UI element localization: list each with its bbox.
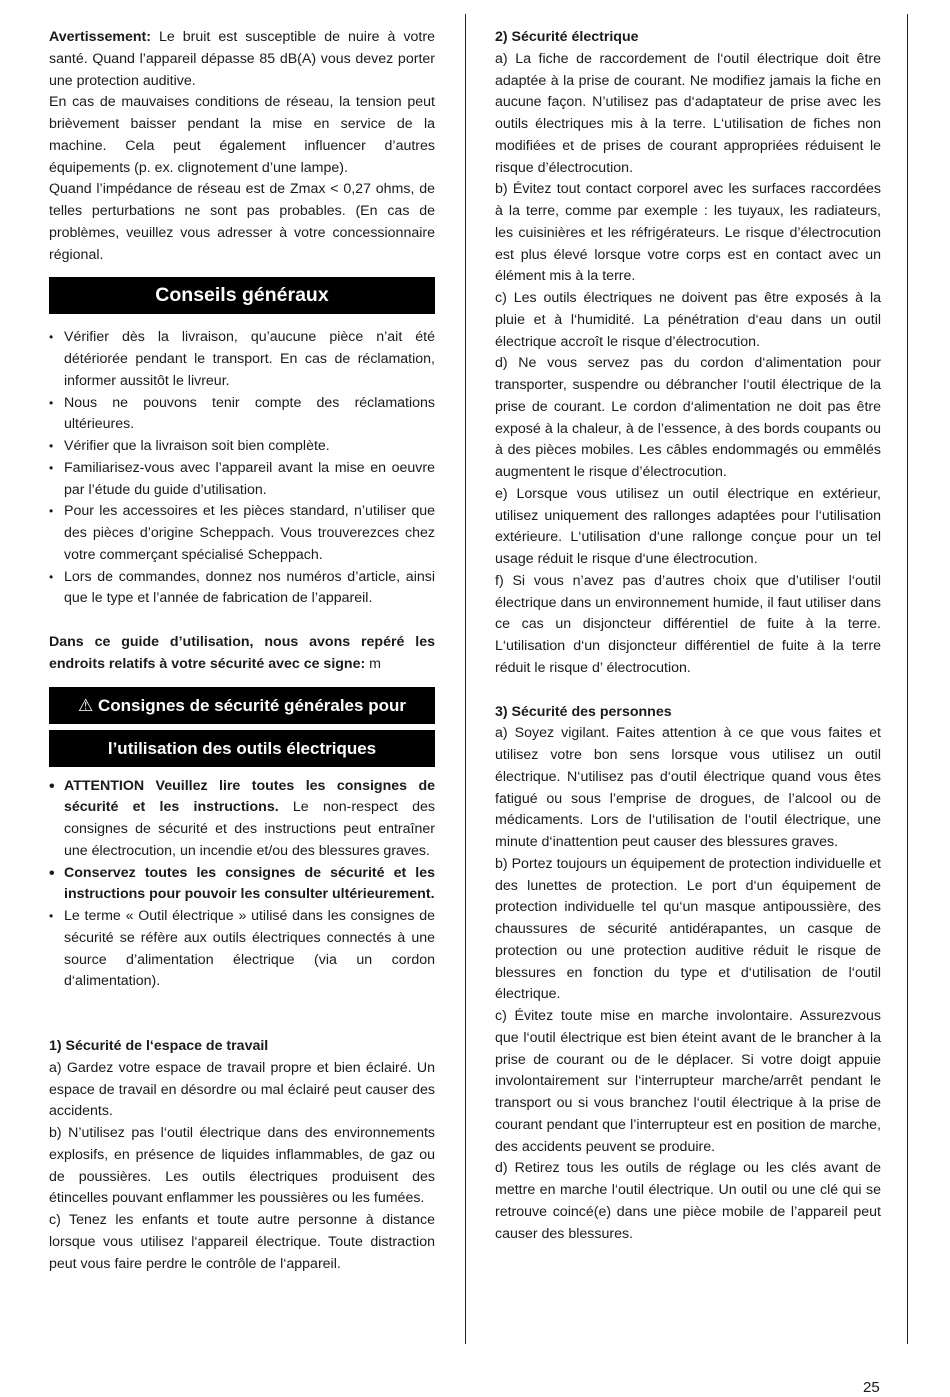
workspace-title: 1) Sécurité de l‘espace de travail [49,1038,269,1054]
list-item: • Pour les accessoires et les pièces standard, n’utiliser que des pièces d’origine Scheppach. Vous trouverezces chez votre commerçant spécialisé Scheppach. [49,501,435,566]
electrical-para: c) Les outils électriques ne doivent pas être exposés à la pluie et à l‘humidité. La pénétration d‘eau dans un outil électrique accroît le risque d’électrocution. [495,290,881,350]
column-divider [465,14,466,1344]
safety-instructions-list [49,776,435,994]
right-column [495,27,881,1245]
personal-para: b) Portez toujours un équipement de protection individuelle et des lunettes de protection. Le port d‘un équipement de protection individuelle tel qu‘un masque antipoussière, des chaussures de sécurité antidérapantes, un casque de protection ou une protection auditive réduit le risque de blessures en fonction du type et d‘utilisation de l‘outil électrique. [495,855,881,1003]
warning-text: Le bruit est susceptible de nuire à votre santé. Quand l’appareil dépasse 85 dB(A) vous devez porter une protection auditive. [49,29,435,89]
list-item [49,776,435,863]
list-item: • Vérifier que la livraison soit bien complète. [49,436,435,458]
item-text: Le non-respect des consignes de sécurité et des instructions peut entraîner une électrocution, un incendie et/ou des blessures graves. [64,799,435,859]
electrical-para: f) Si vous n’avez pas d’autres choix que d’utiliser l‘outil électrique dans un environnement humide, il faut utiliser dans ce cas un disjoncteur différentiel de fuite à la terre. L‘utilisation d‘un disjoncteur différentiel de fuite à la terre réduit le risque d’ électrocution. [495,572,881,676]
electrical-para: e) Lorsque vous utilisez un outil électrique en extérieur, utilisez uniquement des rallonges adaptées pour l‘utilisation extérieure. L‘utilisation d‘une rallonge conçue pour un tel usage réduit le risque d‘une électrocution. [495,485,881,567]
spacer [49,610,435,632]
workspace-para: c) Tenez les enfants et toute autre personne à distance lorsque vous utilisez l‘appareil électrique. Toute distraction peut vous faire perdre le contrôle de l‘appareil. [49,1212,435,1272]
list-item: • Nous ne pouvons tenir compte des réclamations ultérieures. [49,393,435,437]
safety-symbol: m [365,655,381,672]
list-item: • Lors de commandes, donnez nos numéros d’article, ainsi que le type et l’année de fabrication de l’appareil. [49,567,435,611]
electrical-para: b) Évitez tout contact corporel avec les surfaces raccordées à la terre, comme par exemple : les tuyaux, les radiateurs, les cuisinières et les réfrigérateurs. Le risque d’électrocution est plus élevé lorsque votre corps est en contact avec un élément mis à la terre. [495,181,881,285]
impedance-paragraph: Quand l’impédance de réseau est de Zmax < 0,27 ohms, de telles perturbations ne sont pas probables. (En cas de problèmes, veuillez vous adresser à votre concessionnaire régional. [49,181,435,263]
left-column [49,27,435,1275]
guide-note [49,632,435,676]
personal-para: a) Soyez vigilant. Faites attention à ce que vous faites et utilisez votre bon sens lorsque vous utilisez un outil électrique. N‘utilisez pas d‘outil électrique quand vous êtes fatigué ou sous l’emprise de drogues, de l’alcool ou de médicaments. Lors de l‘utilisation de l‘outil électrique, une minute d‘inattention peut causer des blessures graves. [495,725,881,850]
list-item: • Familiarisez-vous avec l’appareil avant la mise en oeuvre par l’étude du guide d’utilisation. [49,458,435,502]
list-item: • Vérifier dès la livraison, qu’aucune pièce n’ait été détériorée pendant le transport. En cas de réclamation, informer aussitôt le livreur. [49,327,435,392]
workspace-para: b) N’utilisez pas l‘outil électrique dans des environnements explosifs, en présence de liquides inflammables, de gaz ou de poussières. Les outils électriques produisent des étincelles pouvant enflammer les poussières ou les fumées. [49,1125,435,1207]
list-item [49,863,435,907]
right-margin-rule [907,14,908,1344]
banner-safety-line-1: ⚠ Consignes de sécurité générales pour [49,687,435,724]
list-item [49,906,435,993]
warning-label: Avertissement: [49,29,151,45]
personal-para: c) Évitez toute mise en marche involontaire. Assurezvous que l‘outil électrique est bien éteint avant de le brancher à la prise de courant ou de le déplacer. Si votre doigt appuie involontairement sur l‘interrupteur marche/arrêt pendant le transport ou si vous branchez l‘outil électrique à la prise de courant pendant que l’interrupteur est en position de marche, des accidents peuvent se produire. [495,1008,881,1155]
guide-note-bold: Dans ce guide d’utilisation, nous avons repéré les endroits relatifs à votre sécurité avec ce signe: [49,634,435,672]
spacer [49,993,435,1036]
item-text: Le terme « Outil électrique » utilisé dans les consignes de sécurité se réfère aux outils électriques connectés à une source d’alimentation électrique (via un cordon d‘alimentation). [64,908,435,990]
banner-general-advice: Conseils généraux [49,277,435,314]
item-bold: Conservez toutes les consignes de sécurité et les instructions pour pouvoir les consulter ultérieurement. [64,864,435,903]
page-number: 25 [863,1379,880,1396]
electrical-title: 2) Sécurité électrique [495,29,639,45]
personal-title: 3) Sécurité des personnes [495,703,672,720]
electrical-para: a) La fiche de raccordement de l‘outil électrique doit être adaptée à la prise de courant. Ne modifiez jamais la fiche en aucune façon. N’utilisez pas d‘adaptateur de prise avec les outils électriques mis à la terre. L‘utilisation de fiches non modifiées et de prises de courant appropriées réduisent le risque d’électrocution. [495,50,881,176]
spacer [495,680,881,702]
banner-safety-line-2: l’utilisation des outils électriques [49,730,435,767]
personal-para: d) Retirez tous les outils de réglage ou les clés avant de mettre en marche l‘outil électrique. Un outil ou une clé qui se retrouve coincé(e) dans une pièce mobile de l’appareil peut causer des blessures. [495,1160,881,1242]
workspace-para: a) Gardez votre espace de travail propre et bien éclairé. Un espace de travail en désordre ou mal éclairé peut causer des accidents. [49,1059,435,1120]
item-bold: ATTENTION Veuillez lire toutes les consignes de sécurité et les instructions. [64,777,435,816]
general-advice-list [49,327,435,610]
electrical-para: d) Ne vous servez pas du cordon d‘alimentation pour transporter, suspendre ou débrancher l‘outil électrique de la prise de courant. Le cordon d‘alimentation ne doit pas être exposé à la chaleur, à de l’essence, à des bords coupants ou à des pièces mobiles. Les câbles endommagés ou emmêlés augmentent le risque d’électrocution. [495,355,881,480]
noise-warning [49,27,435,92]
network-paragraph: En cas de mauvaises conditions de réseau, la tension peut brièvement baisser pendant la mise en service de la machine. Cela peut également influencer d’autres équipements (p. ex. clignotement d’une lampe). [49,94,435,176]
